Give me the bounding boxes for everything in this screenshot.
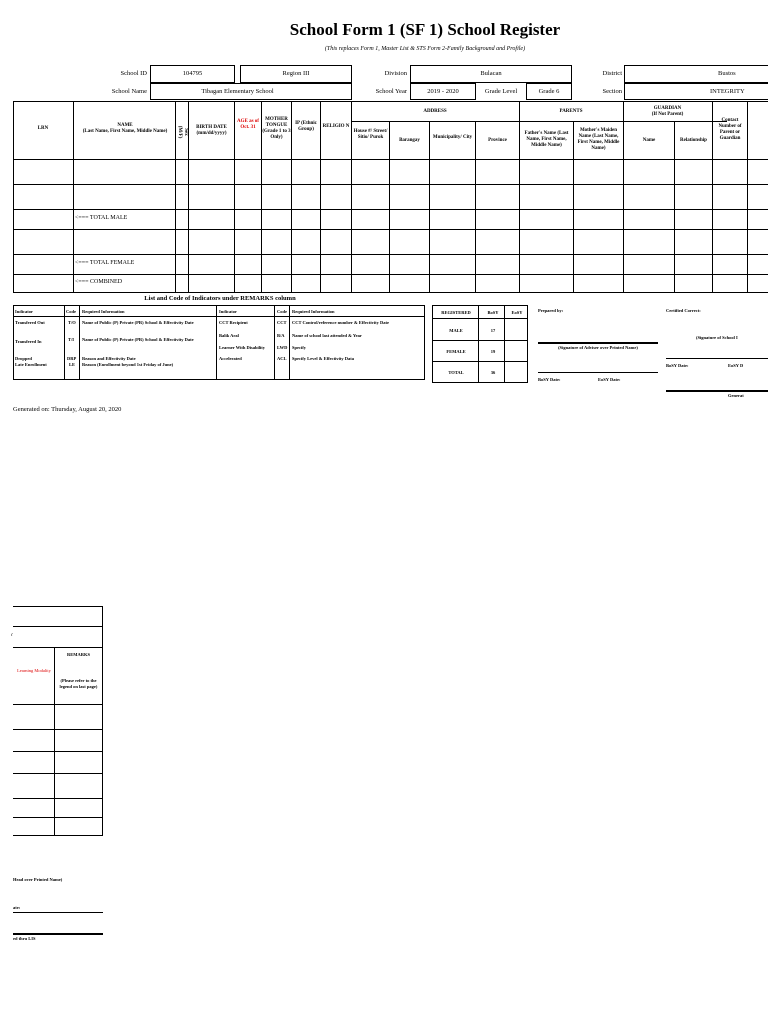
ind-right-3-code: ACL — [277, 356, 287, 361]
ind-col-indicator-right: Indicator — [219, 309, 237, 314]
eosy-date-right-label: EoSY D — [728, 363, 744, 368]
division-value: Bulacan — [480, 70, 502, 77]
bosy-date-label: BoSY Date: — [538, 377, 561, 382]
ind-left-2-info: Reason and Effectivity Date — [82, 356, 136, 361]
learning-modality-header: Learning Modality — [17, 668, 51, 673]
ind-left-3-info: Reason (Enrollment beyond 1st Friday of June) — [82, 362, 174, 367]
eosy-date-label: EoSY Date: — [598, 377, 621, 382]
registered-male-bosy: 17 — [490, 328, 496, 333]
registered-label: REGISTERED — [441, 310, 471, 315]
ind-col-required-left: Required Information — [82, 309, 125, 314]
adviser-signature-caption: (Signature of Adviser over Printed Name) — [558, 345, 638, 350]
ind-left-2-code: DRP — [67, 356, 77, 361]
col-lrn: LRN — [37, 126, 49, 131]
ind-col-indicator-left: Indicator — [15, 309, 33, 314]
ind-left-0-code: T/O — [68, 320, 76, 325]
page2-date-label: ate: — [13, 905, 21, 910]
adviser-signature-line — [538, 342, 658, 344]
school-name-value: Tibagan Elementary School — [201, 88, 274, 95]
page2-date-line — [13, 912, 103, 913]
district-box — [624, 65, 768, 83]
remarks-note: (Please refer to the legend on last page) — [59, 678, 98, 689]
remarks-header: REMARKS — [66, 652, 90, 657]
total-male-label: <=== TOTAL MALE — [75, 215, 128, 221]
col-relationship: Relationship — [680, 138, 707, 143]
school-year-label: School Year — [375, 88, 407, 95]
page2-led-thru: ed thru LIS — [13, 936, 36, 941]
section-value: INTEGRITY — [710, 88, 745, 95]
form-title: School Form 1 (SF 1) School Register — [289, 20, 561, 39]
region-value: Region III — [282, 70, 310, 77]
col-sex: Sex (M/F) — [177, 125, 188, 139]
registered-eosy-header: EoSY — [511, 310, 523, 315]
generated-right-label: Generat — [728, 393, 744, 398]
col-name: NAME (Last Name, First Name, Middle Name) — [82, 123, 168, 134]
col-age: AGE as of Oct. 31 — [237, 119, 259, 130]
indicators-box — [13, 305, 425, 380]
ind-right-2-info: Specify — [292, 345, 306, 350]
page2-remarks-table — [0, 606, 103, 836]
grade-level-value: Grade 6 — [538, 88, 560, 95]
col-mother-tongue: MOTHER TONGUE (Grade 1 to 3 Only) — [262, 117, 291, 140]
ind-right-1-info: Name of school last attended & Year — [292, 333, 362, 338]
col-mother: Mother's Maiden Name (Last Name, First Name, Middle Name) — [577, 128, 620, 151]
col-contact: Contact Number of Parent or Guardian — [718, 118, 742, 141]
ind-right-2-indicator: Learner With Disability — [219, 345, 266, 350]
combined-label: <=== COMBINED — [75, 279, 123, 285]
registered-table — [432, 305, 528, 383]
form-subtitle: (This replaces Form 1, Master List & STS Form 2-Family Background and Profile) — [324, 46, 526, 52]
section-box — [624, 83, 768, 100]
ind-right-1-indicator: Balik Aral — [219, 333, 239, 338]
registered-total-bosy: 36 — [490, 370, 496, 375]
col-guardian-name: Name — [642, 138, 656, 143]
ind-left-0-indicator: Transfered Out — [15, 320, 45, 325]
generated-on-text: Generated on: Thursday, August 20, 2020 — [13, 406, 122, 413]
ind-left-1-code: T/I — [68, 337, 75, 342]
ind-left-0-info: Name of Public (P) Private (PR) School & Effectivity Date — [82, 320, 194, 325]
registered-bosy-header: BoSY — [487, 310, 499, 315]
ind-col-code-right: Code — [277, 309, 287, 314]
col-municipality: Municipality/ City — [432, 135, 473, 140]
grade-level-label: Grade Level — [484, 88, 518, 95]
ind-left-1-info: Name of Public (P) Private (PR) School & Effectivity Date — [82, 337, 194, 342]
col-birth-date: BIRTH DATE (mm/dd/yyyy) — [196, 125, 227, 136]
ind-right-3-info: Specify Level & Effectivity Data — [292, 356, 354, 361]
indicators-heading: List and Code of Indicators under REMARKS column — [144, 295, 296, 302]
col-guardian: GUARDIAN (If Not Parent) — [651, 106, 684, 117]
division-label: Division — [384, 70, 407, 77]
register-table-container — [13, 101, 768, 293]
prepared-by-label: Prepared by: — [538, 308, 564, 313]
ind-col-required-right: Required Information — [292, 309, 335, 314]
ind-left-1-indicator: Transfered In — [15, 339, 42, 344]
col-parents: PARENTS — [559, 109, 583, 114]
school-name-label: School Name — [111, 88, 147, 95]
total-female-label: <=== TOTAL FEMALE — [75, 260, 135, 266]
page2-head-printed: Head over Printed Name) — [13, 877, 63, 882]
page2-grid-lines — [0, 606, 103, 836]
registered-total-label: TOTAL — [448, 370, 464, 375]
col-father: Father's Name (Last Name, First Name, Middle Name) — [524, 131, 569, 148]
page2-generated-line — [13, 933, 103, 935]
ind-left-2-indicator: Dropped — [15, 356, 32, 361]
ind-right-0-indicator: CCT Recipient — [219, 320, 248, 325]
date-line-left — [538, 372, 658, 373]
ind-col-code-left: Code — [66, 309, 76, 314]
section-label: Section — [602, 88, 622, 95]
school-id-value: 104795 — [182, 70, 203, 77]
registered-female-label: FEMALE — [446, 349, 466, 354]
certified-correct-label: Certified Correct: — [666, 308, 701, 313]
ind-right-2-code: LWD — [277, 345, 288, 350]
col-ip: IP (Ethnic Group) — [295, 121, 317, 132]
ind-right-0-info: CCT Control/reference number & Effectivity Date — [292, 320, 389, 325]
col-address: ADDRESS — [423, 109, 447, 114]
ind-right-0-code: CCT — [277, 320, 287, 325]
registered-male-label: MALE — [449, 328, 463, 333]
ind-left-3-code: LE — [69, 362, 76, 367]
col-barangay: Barangay — [399, 138, 420, 143]
ind-right-1-code: B/A — [277, 333, 285, 338]
district-value: Bustos — [718, 70, 736, 77]
page2-t-mark: t' — [11, 632, 14, 637]
district-label: District — [602, 70, 622, 77]
registered-female-bosy: 19 — [490, 349, 496, 354]
ind-right-3-indicator: Accelerated — [219, 356, 242, 361]
school-id-label: School ID — [120, 70, 147, 77]
col-province: Province — [488, 138, 507, 143]
date-line-right — [666, 358, 768, 359]
col-house: House #/ Street/ Sitio/ Purok — [353, 129, 388, 140]
ind-left-3-indicator: Late Enrollment — [15, 362, 47, 367]
generated-line-right — [666, 390, 768, 392]
bosy-date-right-label: BoSY Date: — [666, 363, 689, 368]
col-religion: RELIGIO N — [322, 124, 350, 129]
school-year-value: 2019 - 2020 — [427, 88, 459, 95]
school-head-caption: (Signature of School I — [696, 335, 738, 340]
indicators-grid-lines — [13, 305, 425, 380]
